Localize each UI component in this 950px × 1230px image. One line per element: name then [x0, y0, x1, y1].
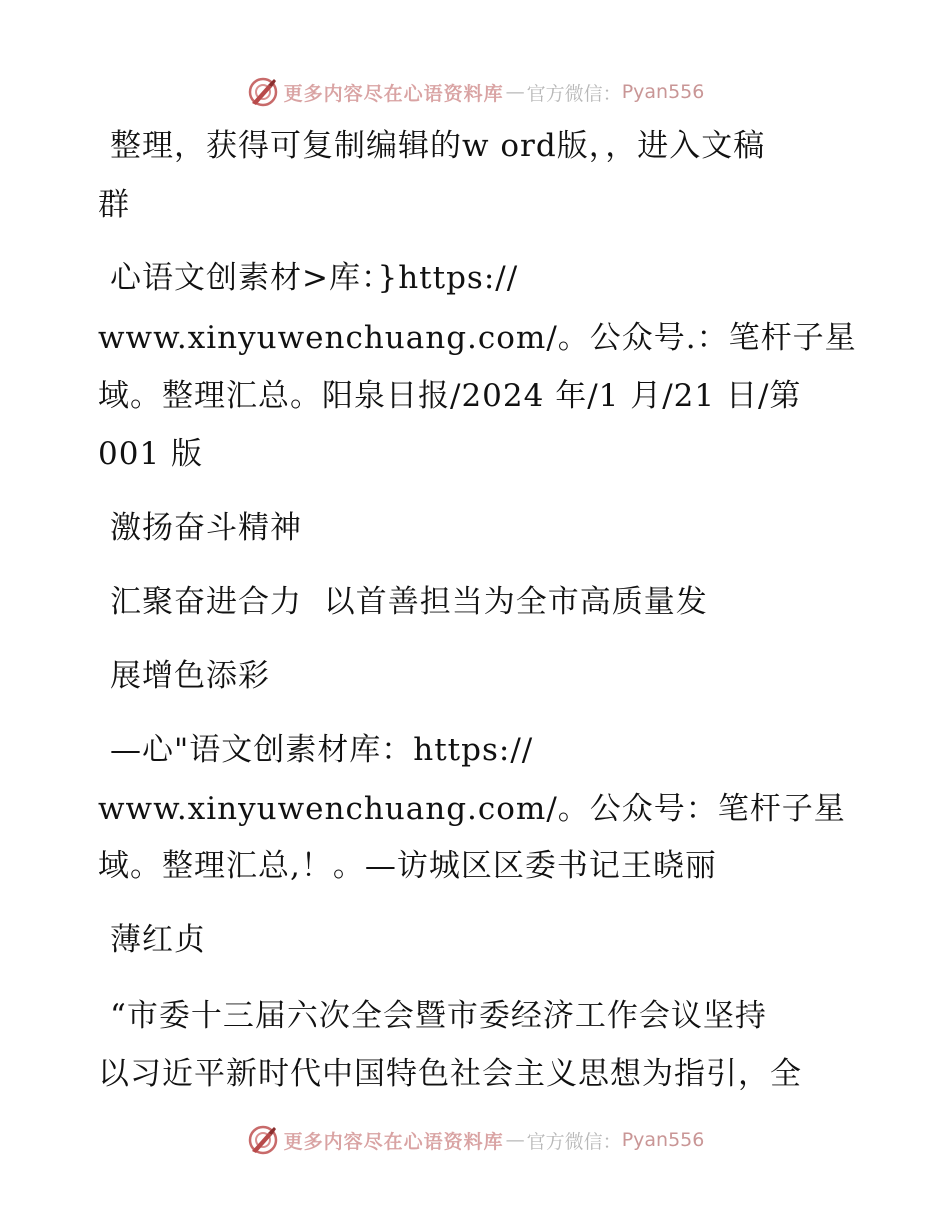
banner-site-text: 更多内容尽在心语资料库: [283, 82, 504, 105]
text-line: 心语文创素材>库：}https://: [110, 260, 519, 296]
banner-wechat-id: Pyan556: [621, 81, 705, 103]
header-banner: [0, 72, 950, 112]
text-line: 激扬奋斗精神: [110, 510, 302, 546]
text-line: 域。整理汇总,！。—访城区区委书记王晓丽: [98, 848, 717, 884]
text-line: 以习近平新时代中国特色社会主义思想为指引，全: [98, 1056, 802, 1092]
text-line: 群: [98, 187, 130, 223]
text-line: 汇聚奋进合力 以首善担当为全市高质量发: [110, 584, 708, 620]
text-line: —心"语文创素材库：https://: [110, 732, 534, 768]
text-line: 展增色添彩: [110, 658, 270, 694]
banner-separator: —: [505, 1129, 525, 1151]
pen-logo-icon: [246, 75, 280, 109]
text-line: 域。整理汇总。阳泉日报/2024 年/1 月/21 日/第: [98, 378, 802, 414]
text-line: www.xinyuwenchuang.com/。公众号：笔杆子星: [98, 791, 846, 827]
text-line: 薄红贞: [110, 922, 206, 958]
banner-separator: —: [505, 81, 525, 103]
banner-wechat-label: 官方微信：: [526, 82, 622, 105]
pen-logo-icon: [246, 1123, 280, 1157]
text-line: “市委十三届六次全会暨市委经济工作会议坚持: [110, 998, 767, 1034]
text-line: 001 版: [98, 436, 204, 472]
banner-wechat-label: 官方微信：: [526, 1130, 622, 1153]
text-line: 整理，获得可复制编辑的w ord版，，进入文稿: [110, 128, 766, 164]
footer-banner: [0, 1120, 950, 1160]
banner-wechat-id: Pyan556: [621, 1129, 705, 1151]
text-line: www.xinyuwenchuang.com/。公众号.：笔杆子星: [98, 320, 857, 356]
banner-site-text: 更多内容尽在心语资料库: [283, 1130, 504, 1153]
